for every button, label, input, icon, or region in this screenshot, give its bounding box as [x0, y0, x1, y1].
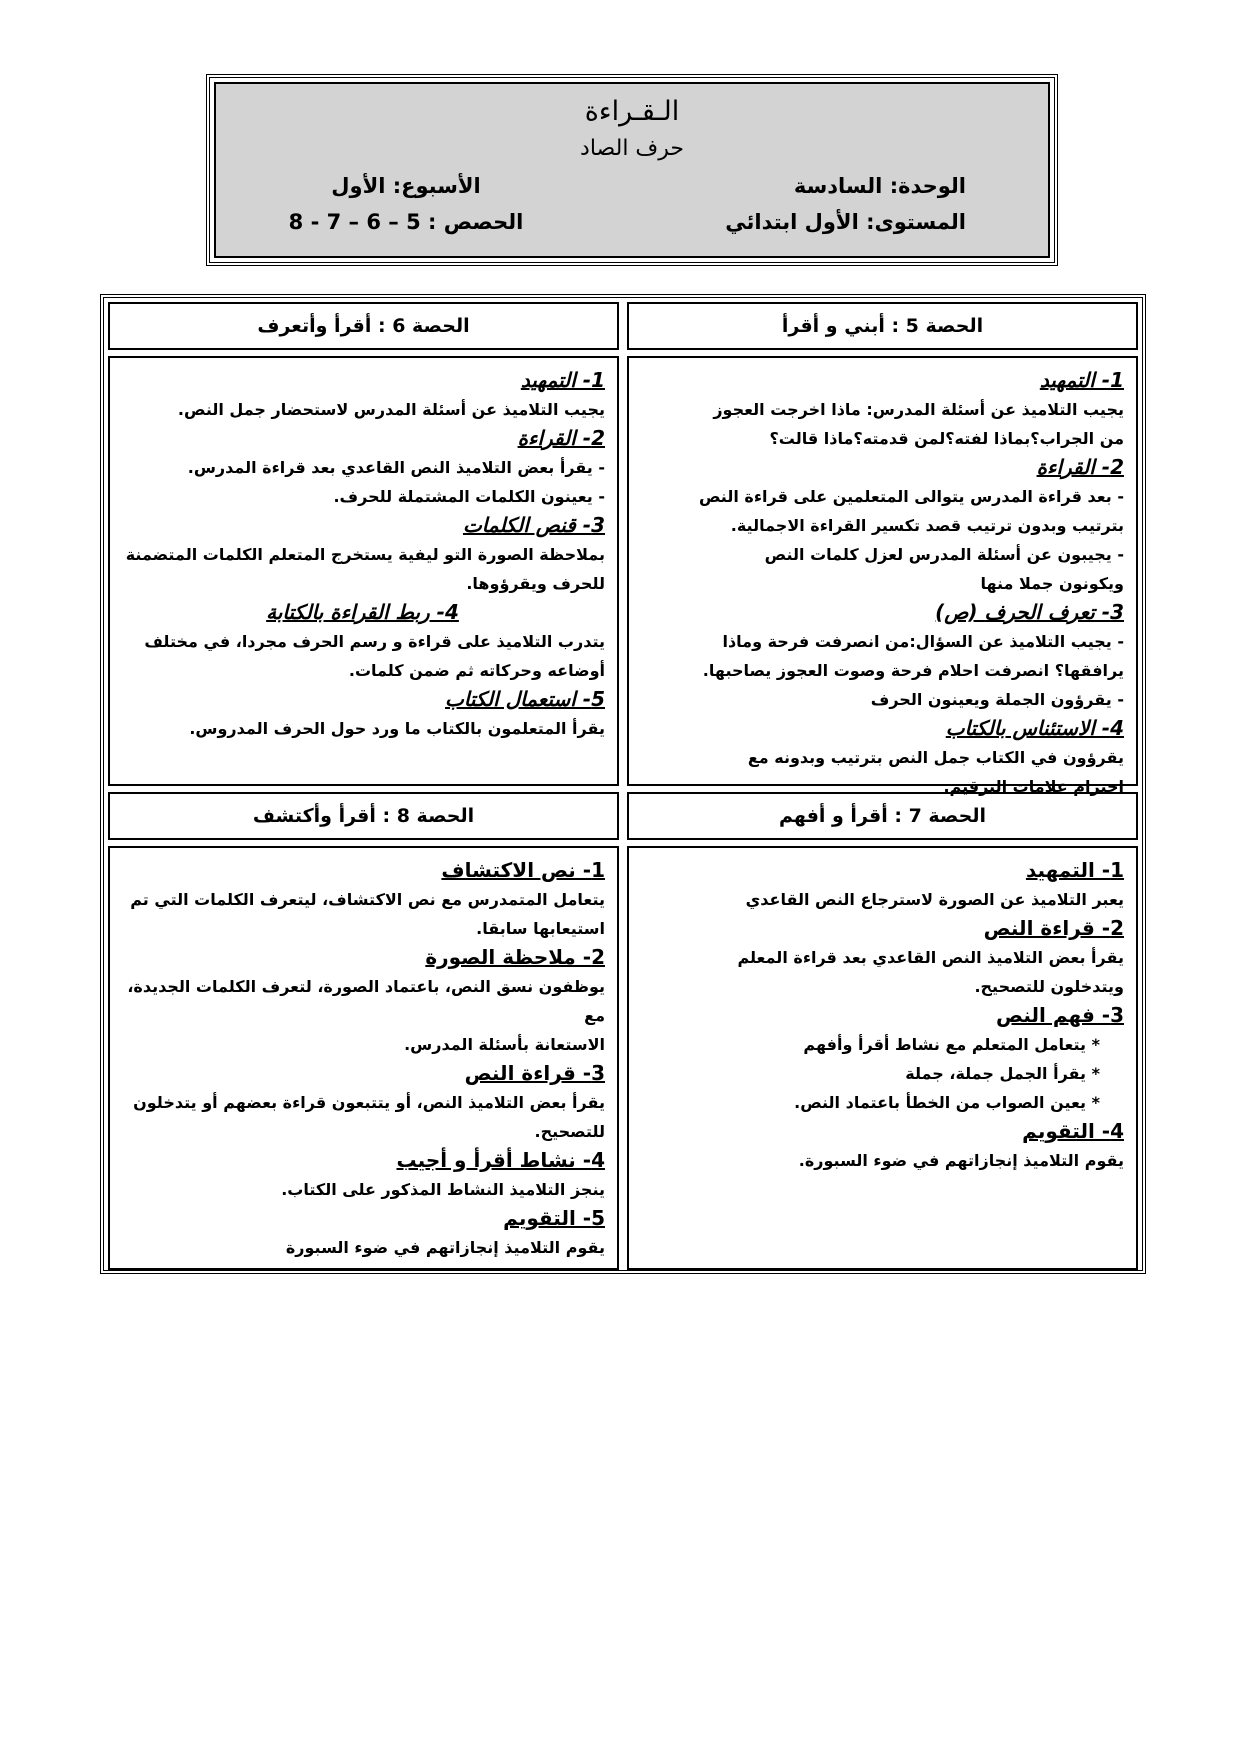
- s5-text: - يقرؤون الجملة ويعينون الحرف: [870, 690, 1124, 709]
- unit-label: الوحدة: السادسة: [793, 174, 966, 198]
- s7-step-reading: 2- قراءة النص: [983, 916, 1124, 940]
- s7-text: يقرأ بعض التلاميذ النص القاعدي بعد قراءة المعلم: [737, 948, 1124, 967]
- header-row-2: [256, 210, 966, 234]
- s7-bullet: * يقرأ الجمل جملة، جملة: [905, 1064, 1100, 1083]
- s6-text: - يقرأ بعض التلاميذ النص القاعدي بعد قراءة المدرس.: [187, 458, 605, 477]
- session-5-body: [627, 356, 1138, 796]
- session-7-body: [627, 846, 1138, 1270]
- week-label: الأسبوع: الأول: [331, 174, 481, 198]
- session-5-heading: الحصة 5 : أبني و أقرأ: [627, 302, 1138, 350]
- s5-text: - يجيبون عن أسئلة المدرس لعزل كلمات النص: [764, 545, 1124, 564]
- s5-step-book: 4- الاستئناس بالكتاب: [945, 716, 1124, 740]
- session-8-body: [108, 846, 619, 1270]
- s6-step-intro: 1- التمهيد: [520, 368, 605, 392]
- s5-text: من الجراب؟بماذا لفته؟لمن قدمته؟ماذا قالت؟: [769, 429, 1124, 448]
- s8-step-activity: 4- نشاط أقرأ و أجيب: [396, 1148, 605, 1172]
- s8-step-reading: 3- قراءة النص: [464, 1061, 605, 1085]
- s5-step-reading: 2- القراءة: [1036, 455, 1124, 479]
- s6-step-words: 3- قنص الكلمات: [462, 513, 605, 537]
- s6-text: يقرأ المتعلمون بالكتاب ما ورد حول الحرف المدروس.: [189, 719, 605, 738]
- s8-text: يقوم التلاميذ إنجازاتهم في ضوء السبورة: [285, 1238, 605, 1257]
- s5-text: ويكونون جملا منها: [980, 574, 1124, 593]
- s6-text: بملاحظة الصورة التو ليفية يستخرج المتعلم الكلمات المتضمنة: [125, 545, 605, 564]
- s5-step-letter: 3- تعرف الحرف (ص): [935, 600, 1124, 624]
- s8-text: يقرأ بعض التلاميذ النص، أو يتتبعون قراءة بعضهم أو يتدخلون: [133, 1093, 605, 1112]
- s6-step-reading: 2- القراءة: [517, 426, 605, 450]
- s7-text: يقوم التلاميذ إنجازاتهم في ضوء السبورة.: [798, 1151, 1124, 1170]
- page-title: الـقـراءة: [584, 96, 680, 127]
- s6-text: أوضاعه وحركاته ثم ضمن كلمات.: [348, 661, 605, 680]
- level-label: المستوى: الأول ابتدائي: [725, 210, 966, 234]
- session-6-body: [108, 356, 619, 786]
- s6-step-book: 5- استعمال الكتاب: [445, 687, 605, 711]
- s6-text: للحرف ويقرؤوها.: [466, 574, 605, 593]
- s6-step-writing: 4- ربط القراءة بالكتابة: [266, 600, 459, 624]
- s7-step-intro: 1- التمهيد: [1025, 858, 1124, 882]
- lesson-header-inner: [214, 82, 1050, 258]
- s8-text: ينجز التلاميذ النشاط المذكور على الكتاب.: [281, 1180, 605, 1199]
- s8-step-evaluation: 5- التقويم: [503, 1206, 605, 1230]
- s8-text: يتعامل المتمدرس مع نص الاكتشاف، ليتعرف الكلمات التي تم: [130, 890, 605, 909]
- s6-text: يتدرب التلاميذ على قراءة و رسم الحرف مجردا، في مختلف: [144, 632, 605, 651]
- s5-text: يجيب التلاميذ عن أسئلة المدرس: ماذا اخرجت العجوز: [713, 400, 1124, 419]
- s7-text: ويتدخلون للتصحيح.: [974, 977, 1124, 996]
- s7-step-evaluation: 4- التقويم: [1022, 1119, 1124, 1143]
- header-row-1: [256, 174, 966, 198]
- s5-text: احترام علامات الترقيم.: [943, 777, 1124, 796]
- s8-step-picture: 2- ملاحظة الصورة: [425, 945, 605, 969]
- session-7-heading: الحصة 7 : أقرأ و أفهم: [627, 792, 1138, 840]
- s5-step-intro: 1- التمهيد: [1039, 368, 1124, 392]
- s8-step-discovery: 1- نص الاكتشاف: [441, 858, 605, 882]
- s8-text: للتصحيح.: [534, 1122, 605, 1141]
- sessions-label: الحصص : 5 – 6 – 7 - 8: [288, 210, 524, 234]
- s5-text: بترتيب وبدون ترتيب قصد تكسير القراءة الاجمالية.: [730, 516, 1124, 535]
- s7-step-understanding: 3- فهم النص: [996, 1003, 1124, 1027]
- s8-text: الاستعانة بأسئلة المدرس.: [404, 1035, 605, 1054]
- lesson-header: [206, 74, 1058, 266]
- s6-text: - يعينون الكلمات المشتملة للحرف.: [333, 487, 605, 506]
- s6-text: يجيب التلاميذ عن أسئلة المدرس لاستحضار جمل النص.: [177, 400, 605, 419]
- s7-bullet: * يتعامل المتعلم مع نشاط أقرأ وأفهم: [803, 1035, 1100, 1054]
- s5-text: يرافقها؟ انصرفت احلام فرحة وصوت العجوز يصاحبها.: [702, 661, 1124, 680]
- s5-text: - يجيب التلاميذ عن السؤال:من انصرفت فرحة وماذا: [722, 632, 1124, 651]
- s7-text: يعبر التلاميذ عن الصورة لاسترجاع النص القاعدي: [745, 890, 1124, 909]
- session-8-heading: الحصة 8 : أقرأ وأكتشف: [108, 792, 619, 840]
- sessions-table: [100, 294, 1146, 1274]
- s5-text: - بعد قراءة المدرس يتوالى المتعلمين على قراءة النص: [698, 487, 1124, 506]
- session-6-heading: الحصة 6 : أقرأ وأتعرف: [108, 302, 619, 350]
- s7-bullet: * يعين الصواب من الخطأ باعتماد النص.: [794, 1093, 1100, 1112]
- s5-text: يقرؤون في الكتاب جمل النص بترتيب وبدونه مع: [747, 748, 1124, 767]
- page-subtitle: حرف الصاد: [580, 136, 684, 161]
- s8-text: يوظفون نسق النص، باعتماد الصورة، لتعرف الكلمات الجديدة، مع: [127, 977, 605, 1025]
- s8-text: استيعابها سابقا.: [476, 919, 605, 938]
